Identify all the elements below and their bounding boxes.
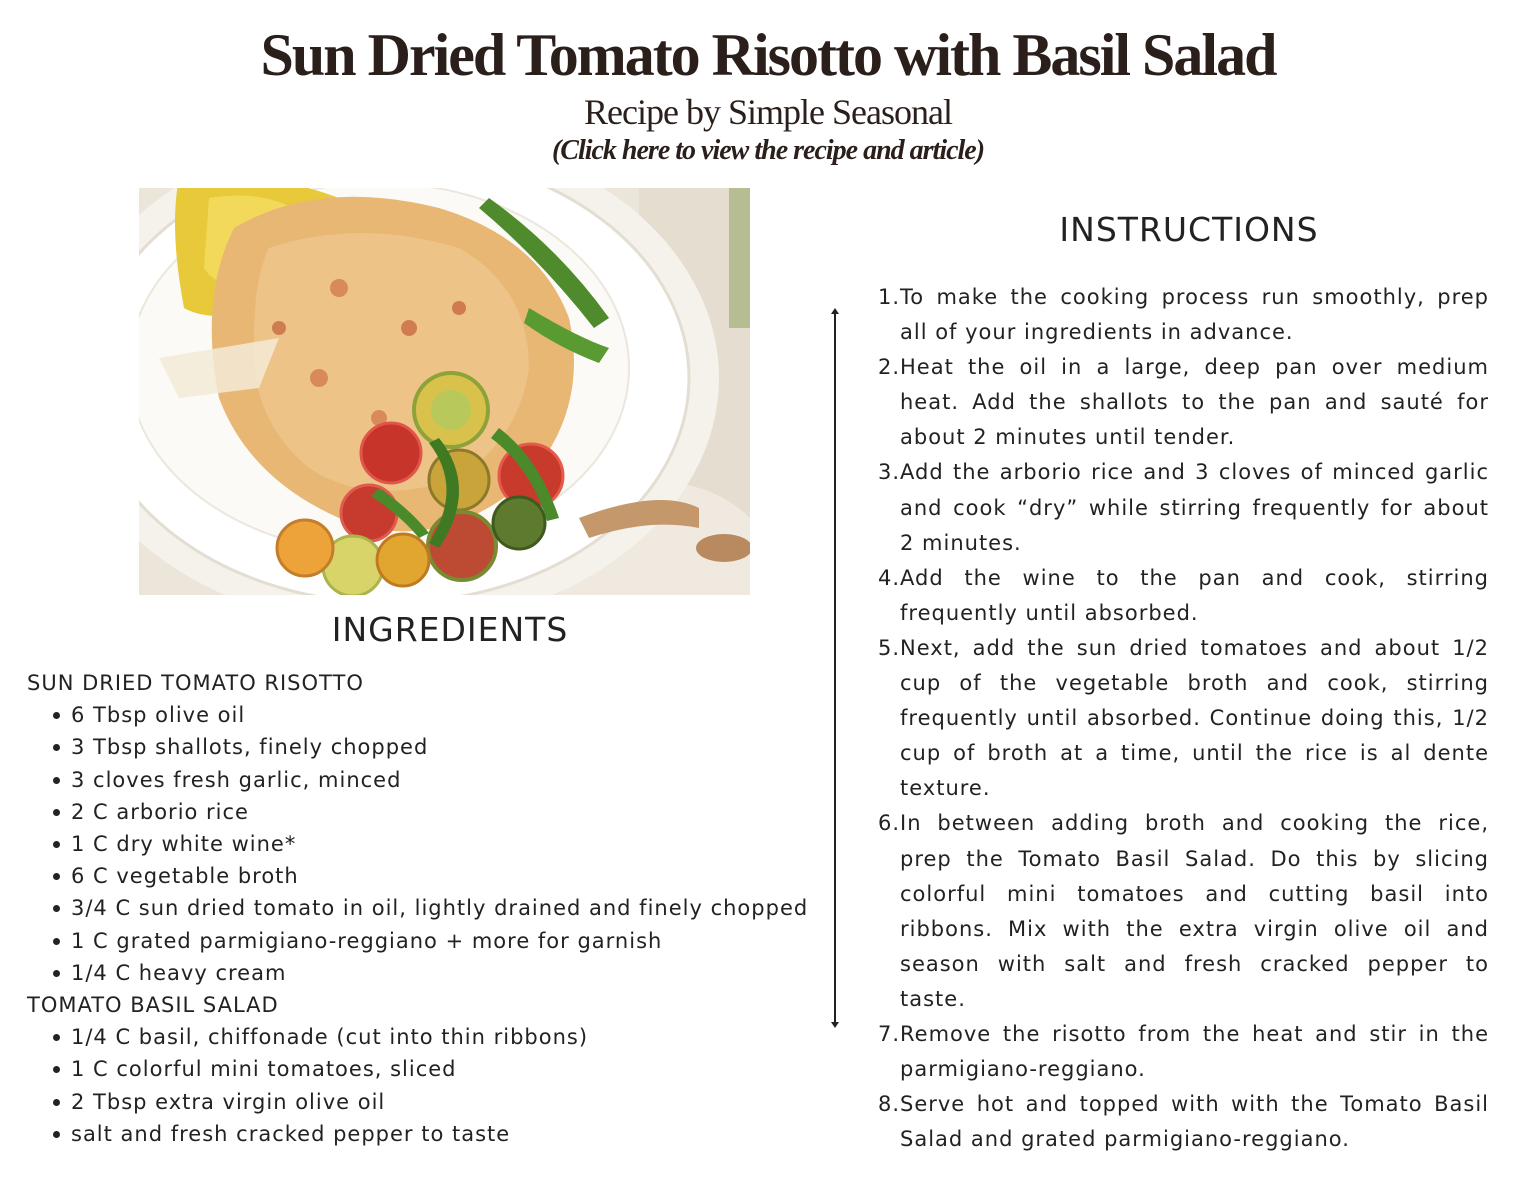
ingredient-item: 1 C dry white wine*: [71, 828, 827, 860]
step-text: Remove the risotto from the heat and stir in the parmigiano-reggiano.: [900, 1021, 1489, 1082]
step-number: 3.: [877, 460, 900, 485]
risotto-photo: [139, 188, 750, 595]
step-number: 6.: [877, 811, 900, 836]
step-number: 7.: [877, 1021, 900, 1046]
step-text: In between adding broth and cooking the rice, prep the Tomato Basil Salad. Do this by slicing colorful mini tomatoes and cutting basil into ribbons. Mix with the extra virgin olive oil and season with salt and fresh cracked pepper to taste.: [900, 811, 1489, 1011]
instruction-step: [872, 1017, 1489, 1087]
instruction-step: [872, 350, 1489, 455]
step-number: 5.: [877, 635, 900, 660]
step-text: Add the arborio rice and 3 cloves of minced garlic and cook “dry” while stirring frequently for about 2 minutes.: [900, 460, 1489, 555]
instruction-step: [872, 806, 1489, 1017]
ingredient-item: 6 Tbsp olive oil: [71, 699, 827, 731]
ingredients-list: [27, 667, 827, 1150]
ingredient-item: 1/4 C heavy cream: [71, 957, 827, 989]
ingredient-section-title: SUN DRIED TOMATO RISOTTO: [27, 671, 364, 695]
ingredient-item: 1 C grated parmigiano-reggiano + more for garnish: [71, 925, 827, 957]
instruction-step: [872, 280, 1489, 350]
instruction-step: [872, 1087, 1489, 1157]
instruction-step: [872, 631, 1489, 806]
ingredient-section-list: [27, 1021, 827, 1150]
ingredient-item: 2 C arborio rice: [71, 796, 827, 828]
ingredient-item: 3 cloves fresh garlic, minced: [71, 764, 827, 796]
step-number: 8.: [877, 1092, 900, 1117]
recipe-byline: Recipe by Simple Seasonal: [584, 92, 952, 132]
step-number: 1.: [877, 285, 900, 309]
step-number: 4.: [877, 565, 900, 590]
step-text: To make the cooking process run smoothly, prep all of your ingredients in advance.: [900, 285, 1489, 345]
view-recipe-link[interactable]: (Click here to view the recipe and article): [551, 135, 985, 166]
ingredient-item: salt and fresh cracked pepper to taste: [71, 1118, 827, 1150]
instructions-list: [872, 280, 1489, 1157]
ingredient-item: 2 Tbsp extra virgin olive oil: [71, 1086, 827, 1118]
ingredient-item: 1 C colorful mini tomatoes, sliced: [71, 1053, 827, 1085]
ingredients-heading: INGREDIENTS: [331, 610, 569, 649]
recipe-title: Sun Dried Tomato Risotto with Basil Salad: [260, 22, 1276, 88]
instruction-step: [872, 455, 1489, 560]
ingredient-item: 1/4 C basil, chiffonade (cut into thin ribbons): [71, 1021, 827, 1053]
step-text: Next, add the sun dried tomatoes and about 1/2 cup of the vegetable broth and cook, stirring frequently until absorbed. Continue doing this, 1/2 cup of broth at a time, until the rice is al dente texture.: [900, 635, 1489, 801]
step-number: 2.: [877, 355, 900, 380]
ingredient-item: 3 Tbsp shallots, finely chopped: [71, 731, 827, 763]
step-text: Heat the oil in a large, deep pan over medium heat. Add the shallots to the pan and sauté for about 2 minutes until tender.: [900, 355, 1489, 450]
ingredient-section-title: TOMATO BASIL SALAD: [27, 993, 279, 1018]
recipe-header: [0, 22, 1536, 168]
ingredient-item: 3/4 C sun dried tomato in oil, lightly drained and finely chopped: [71, 892, 827, 924]
ingredient-section-list: [27, 699, 827, 989]
instruction-step: [872, 561, 1489, 631]
step-text: Serve hot and topped with with the Tomato Basil Salad and grated parmigiano-reggiano.: [900, 1092, 1489, 1152]
step-text: Add the wine to the pan and cook, stirring frequently until absorbed.: [900, 565, 1489, 625]
ingredient-item: 6 C vegetable broth: [71, 860, 827, 892]
column-divider: [834, 312, 836, 1024]
instructions-heading: INSTRUCTIONS: [1059, 210, 1319, 249]
